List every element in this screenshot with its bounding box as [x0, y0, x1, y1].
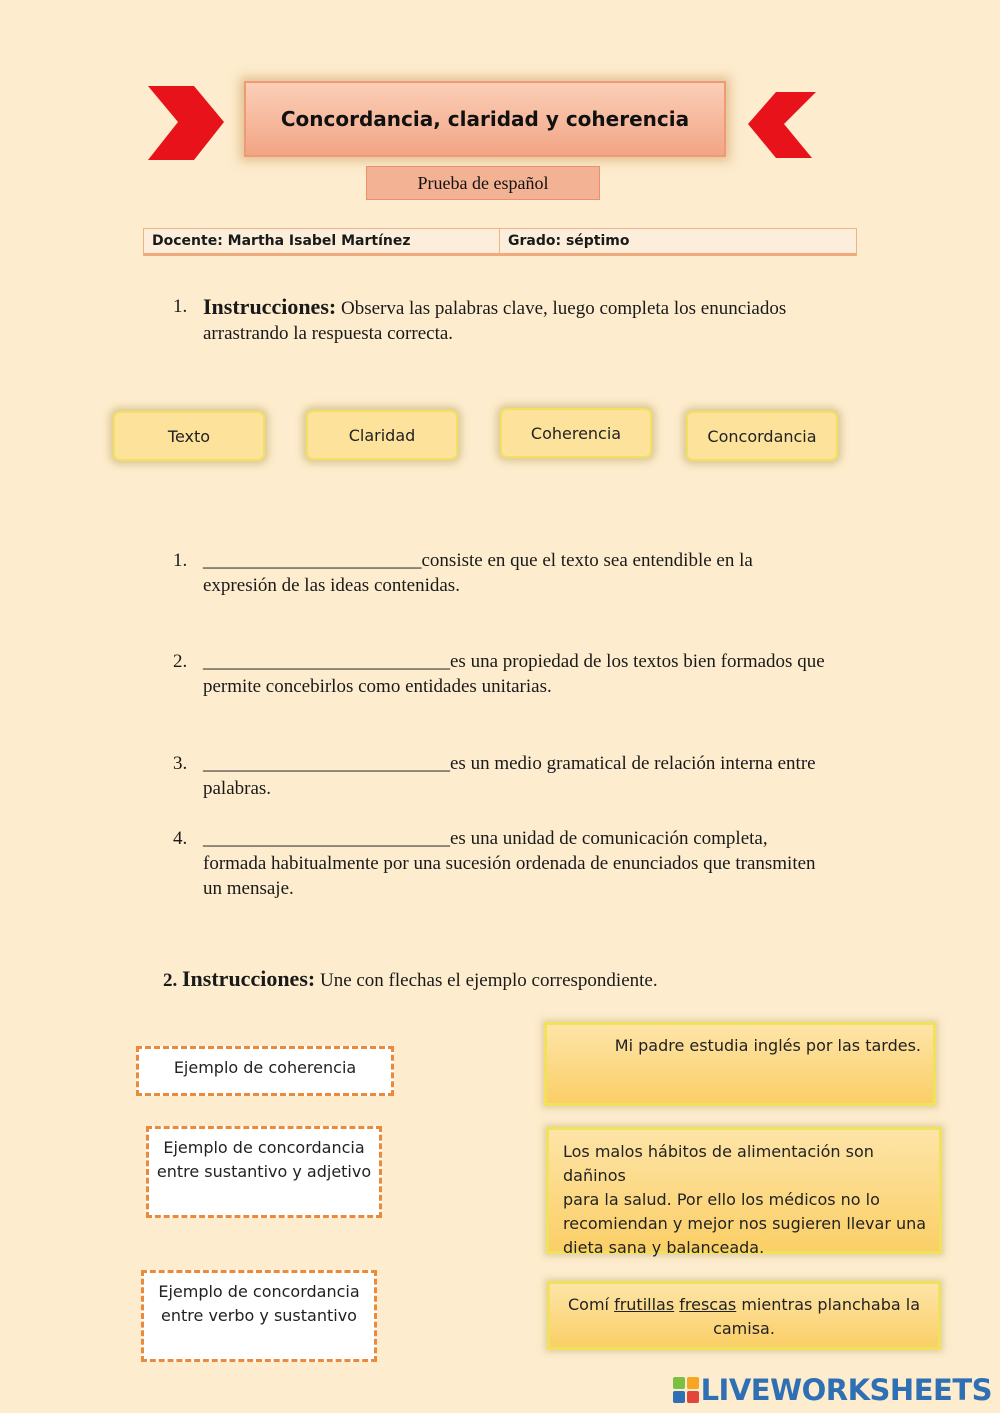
match-left-1-line1: Ejemplo de coherencia: [173, 1058, 357, 1077]
item3-text: [203, 751, 883, 801]
liveworksheets-logo-icon: [673, 1377, 699, 1403]
teacher-cell: Docente: Martha Isabel Martínez: [144, 229, 500, 253]
worksheet-title: Concordancia, claridad y coherencia: [244, 81, 726, 157]
item4-text: [203, 826, 883, 901]
section2-number: 2.: [163, 970, 178, 991]
worksheet-subtitle: Prueba de español: [366, 166, 600, 200]
item3-blank[interactable]: __________________________: [203, 753, 450, 774]
item4-line2: formada habitualmente por una sucesión ordenada de enunciados que transmiten: [203, 853, 816, 874]
match-left-3-line2: entre verbo y sustantivo: [161, 1306, 357, 1325]
match-right-3[interactable]: [547, 1281, 941, 1350]
liveworksheets-logo: [673, 1373, 992, 1407]
match-right-3-frescas: frescas: [679, 1295, 737, 1314]
item2-number: 2.: [173, 651, 188, 672]
chip-texto[interactable]: Texto: [113, 411, 265, 461]
item3-number: 3.: [173, 753, 188, 774]
chip-coherencia[interactable]: Coherencia: [500, 408, 652, 458]
match-right-2-line1: Los malos hábitos de alimentación son dañinos: [563, 1142, 874, 1185]
section1-instructions-text: Observa las palabras clave, luego completa los enunciados: [336, 298, 787, 319]
right-pointing-arrow-icon: [146, 84, 226, 162]
grade-cell: Grado: séptimo: [508, 233, 630, 249]
match-right-1-text: Mi padre estudia inglés por las tardes.: [614, 1036, 921, 1055]
item4-line3: un mensaje.: [203, 878, 294, 899]
item1-text: [203, 548, 883, 598]
chip-claridad[interactable]: Claridad: [306, 410, 458, 460]
match-left-concordancia-verbo-sust[interactable]: [141, 1270, 377, 1362]
match-right-3-e: mientras planchaba la: [736, 1295, 921, 1314]
item2-line2: permite concebirlos como entidades unitarias.: [203, 676, 552, 697]
item4-line1: es una unidad de comunicación completa,: [450, 828, 768, 849]
section1-number: 1.: [173, 296, 188, 317]
match-right-1[interactable]: [544, 1022, 936, 1106]
item1-line2: expresión de las ideas contenidas.: [203, 575, 460, 596]
item3-line2: palabras.: [203, 778, 272, 799]
item4-blank[interactable]: __________________________: [203, 828, 450, 849]
left-pointing-arrow-icon: [746, 90, 818, 162]
section2-instructions: [163, 966, 863, 993]
item3-line1: es un medio gramatical de relación interna entre: [450, 753, 816, 774]
section1-instructions: [203, 294, 883, 346]
match-right-2-line3: recomiendan y mejor nos sugieren llevar una: [563, 1214, 927, 1233]
item1-number: 1.: [173, 550, 188, 571]
item2-blank[interactable]: __________________________: [203, 651, 450, 672]
item4-number: 4.: [173, 828, 188, 849]
match-right-3-line2: camisa.: [713, 1319, 775, 1338]
match-left-2-line1: Ejemplo de concordancia: [163, 1138, 365, 1157]
item2-line1: es una propiedad de los textos bien formados que: [450, 651, 825, 672]
liveworksheets-brand: LIVEWORKSHEETS: [700, 1373, 992, 1407]
match-left-concordancia-sust-adj[interactable]: [146, 1126, 382, 1218]
match-right-3-frutillas: frutillas: [614, 1295, 675, 1314]
item1-blank[interactable]: _______________________: [203, 550, 422, 571]
section2-instructions-label: Instrucciones:: [182, 966, 316, 991]
info-table: [143, 228, 857, 256]
match-left-2-line2b: entre sustantivo y adjetivo: [156, 1162, 372, 1181]
item2-text: [203, 649, 883, 699]
section1-instructions-text-2: arrastrando la respuesta correcta.: [203, 323, 454, 344]
match-right-2-line2: para la salud. Por ello los médicos no lo: [563, 1190, 880, 1209]
match-left-coherencia[interactable]: [136, 1046, 394, 1096]
match-left-3-line1: Ejemplo de concordancia: [158, 1282, 360, 1301]
section2-instructions-text: Une con flechas el ejemplo correspondiente.: [315, 970, 658, 991]
match-right-2[interactable]: [546, 1127, 942, 1257]
match-right-3-a: Comí: [567, 1295, 615, 1314]
chip-concordancia[interactable]: Concordancia: [686, 411, 838, 461]
section1-instructions-label: Instrucciones:: [203, 294, 337, 319]
item1-line1: consiste en que el texto sea entendible en la: [421, 550, 753, 571]
match-right-2-line4: dieta sana y balanceada.: [563, 1238, 765, 1257]
